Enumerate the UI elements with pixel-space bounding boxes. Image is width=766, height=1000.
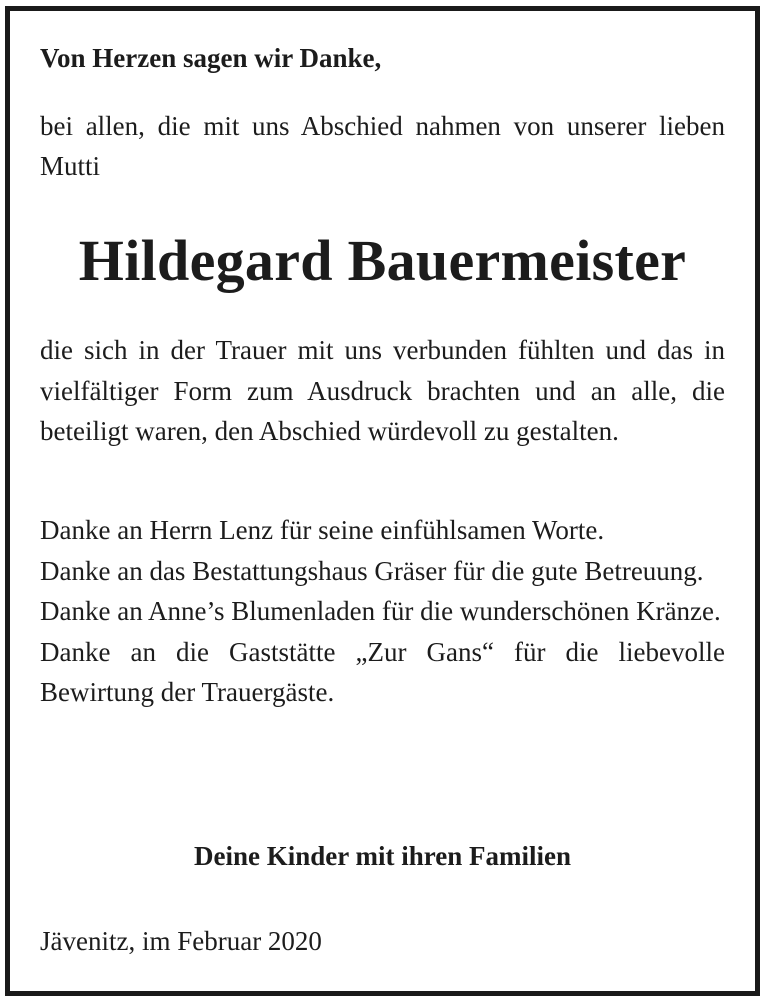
place-and-date: Jävenitz, im Februar 2020 (40, 926, 322, 956)
notice-signature: Deine Kinder mit ihren Familien (194, 841, 571, 871)
notice-frame (5, 6, 760, 996)
thanks-line: Danke an das Bestattungshaus Gräser für die gute Betreuung. (40, 555, 704, 586)
notice-content (40, 11, 725, 991)
thanks-list (40, 510, 725, 713)
thanks-line: Danke an Herrn Lenz für seine einfühlsamen Worte. (40, 515, 605, 545)
notice-heading: Von Herzen sagen wir Danke, (40, 43, 382, 73)
thanks-line: Danke an die Gaststätte „Zur Gans“ für die liebevolle Bewirtung der Trauergäste. (40, 636, 725, 707)
notice-intro: bei allen, die mit uns Abschied nahmen von unserer lieben Mutti (40, 111, 725, 181)
thanks-line: Danke an Anne’s Blumenladen für die wunderschönen Kränze. (40, 596, 721, 626)
deceased-name: Hildegard Bauermeister (78, 228, 687, 293)
notice-body: die sich in der Trauer mit uns verbunden fühlten und das in vielfältiger Form zum Ausdruck brachten und an alle, die beteiligt waren, den Abschied würdevoll zu gestalten. (40, 335, 725, 446)
